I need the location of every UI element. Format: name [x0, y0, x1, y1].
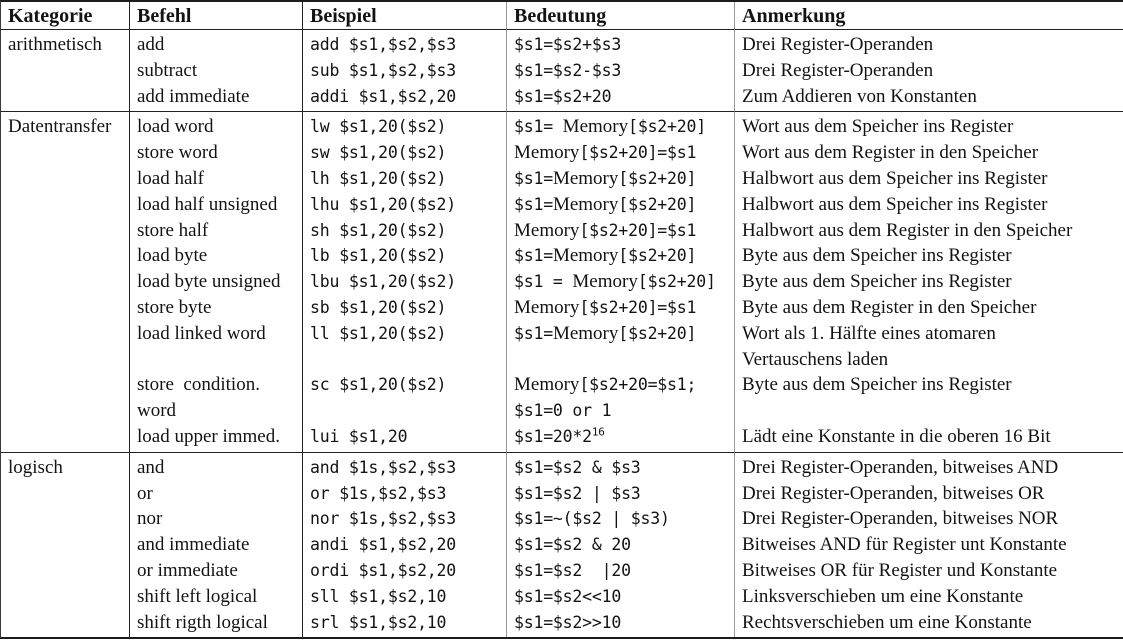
cell-line: add [137, 34, 165, 55]
beispiel-cell-logisch [302, 453, 506, 638]
cell-line: and [137, 456, 165, 478]
cell-line: load half [137, 167, 205, 189]
cell-line: Memory[$s2+20]=$s1 [514, 142, 697, 164]
cell-line: Byte aus dem Speicher ins Register [742, 374, 1012, 396]
column-header-befehl: Befehl [129, 2, 302, 30]
cell-line: store word [137, 142, 218, 164]
kategorie-cell-logisch [1, 453, 129, 638]
cell-line: Wort als 1. Hälfte eines atomaren [742, 322, 996, 344]
cell-line: $s1 = Memory[$s2+20] [514, 271, 716, 293]
anmerkung-cell-datentransfer [734, 112, 1123, 452]
cell-line: $s1=$s2<<10 [514, 586, 622, 606]
cell-line: $s1=~($s2 | $s3) [514, 509, 670, 529]
column-header-bedeutung: Bedeutung [506, 2, 734, 30]
bedeutung-cell-datentransfer [506, 112, 734, 452]
cell-line: Byte aus dem Register in den Speicher [742, 296, 1037, 318]
cell-line: $s1=$s2-$s3 [514, 60, 622, 80]
column-header-beispiel: Beispiel [302, 2, 506, 30]
cell-line: Halbwort aus dem Register in den Speicher [742, 219, 1073, 241]
cell-line: $s1=Memory[$s2+20] [514, 167, 697, 189]
beispiel-cell-datentransfer [302, 112, 506, 452]
cell-line: Drei Register-Operanden, bitweises AND [742, 456, 1059, 478]
cell-line: add $s1,$s2,$s3 [310, 35, 457, 54]
cell-line: sll $s1,$s2,10 [310, 586, 447, 606]
cell-line: load upper immed. [137, 425, 280, 447]
cell-line: Lädt eine Konstante in die oberen 16 Bit [742, 425, 1051, 447]
cell-line: sw $s1,20($s2) [310, 143, 447, 163]
cell-line: addi $s1,$s2,20 [310, 86, 457, 106]
kategorie-cell-datentransfer [1, 112, 129, 452]
cell-line: $s1=Memory[$s2+20] [514, 322, 697, 344]
anmerkung-cell-arithmetisch [734, 30, 1123, 112]
cell-line: $s1=$s2 & 20 [514, 535, 631, 555]
cell-line: $s1=$s2 |20 [514, 560, 631, 580]
cell-line: $s1=$s2>>10 [514, 612, 622, 632]
cell-line: and immediate [137, 534, 250, 556]
cell-line: ordi $s1,$s2,20 [310, 560, 457, 580]
cell-line: add immediate [137, 85, 250, 107]
cell-line: Drei Register-Operanden [742, 34, 934, 55]
cell-line: nor [137, 508, 163, 530]
cell-line [742, 398, 1120, 424]
befehl-cell-arithmetisch [129, 30, 302, 112]
cell-line: ll $s1,20($s2) [310, 323, 447, 343]
cell-line: store byte [137, 296, 212, 318]
cell-line: store condition. [137, 374, 260, 396]
cell-line: shift rigth logical [137, 611, 268, 633]
cell-line: andi $s1,$s2,20 [310, 535, 457, 555]
cell-line: $s1= Memory[$s2+20] [514, 116, 706, 138]
cell-line: Rechtsverschieben um eine Konstante [742, 611, 1032, 633]
cell-line: Drei Register-Operanden, bitweises OR [742, 482, 1045, 504]
befehl-cell-logisch [129, 453, 302, 638]
cell-line: lhu $s1,20($s2) [310, 194, 457, 214]
cell-line: Wort aus dem Speicher ins Register [742, 116, 1014, 138]
cell-line: Drei Register-Operanden, bitweises NOR [742, 508, 1059, 530]
column-header-anmerkung: Anmerkung [734, 2, 1123, 30]
bedeutung-cell-arithmetisch [506, 30, 734, 112]
cell-line: word [137, 400, 177, 422]
cell-line: Memory[$s2+20]=$s1 [514, 219, 697, 241]
cell-line: Vertauschens laden [742, 348, 889, 370]
cell-line: srl $s1,$s2,10 [310, 612, 447, 632]
cell-line: Bitweises OR für Register und Konstante [742, 559, 1058, 581]
cell-line: lb $s1,20($s2) [310, 246, 447, 266]
cell-line: Halbwort aus dem Speicher ins Register [742, 167, 1048, 189]
cell-line: lbu $s1,20($s2) [310, 272, 457, 292]
cell-line: load byte [137, 245, 208, 267]
cell-line: lh $s1,20($s2) [310, 168, 447, 188]
beispiel-cell-arithmetisch [302, 30, 506, 112]
column-header-kategorie: Kategorie [1, 2, 129, 30]
cell-line: subtract [137, 59, 198, 81]
cell-line: Byte aus dem Speicher ins Register [742, 271, 1012, 293]
kategorie-label: logisch [8, 456, 63, 478]
cell-line [310, 398, 502, 424]
cell-line [514, 347, 730, 373]
cell-line: Memory[$s2+20]=$s1 [514, 296, 697, 318]
cell-line: $s1=$s2+20 [514, 86, 612, 106]
cell-line: $\$s1=20*2^{16}$ [514, 425, 605, 446]
cell-line: Bitweises AND für Register unt Konstante [742, 534, 1067, 556]
cell-line: Wort aus dem Register in den Speicher [742, 142, 1039, 164]
cell-line: $s1=$s2 & $s3 [514, 457, 641, 477]
cell-line: store half [137, 219, 209, 241]
bedeutung-cell-logisch [506, 453, 734, 638]
cell-line: shift left logical [137, 585, 258, 607]
cell-line: load half unsigned [137, 193, 278, 215]
kategorie-cell-arithmetisch [1, 30, 129, 112]
cell-line: and $1s,$s2,$s3 [310, 457, 457, 477]
cell-line: load byte unsigned [137, 271, 281, 293]
cell-line: $s1=$s2+$s3 [514, 35, 622, 54]
befehl-cell-datentransfer [129, 112, 302, 452]
cell-line: sc $s1,20($s2) [310, 375, 447, 395]
kategorie-label: Datentransfer [8, 116, 112, 138]
cell-line [310, 347, 502, 373]
cell-line: $s1=0 or 1 [514, 401, 612, 421]
cell-line: Memory[$s2+20=$s1; [514, 374, 697, 396]
cell-line: $s1=Memory[$s2+20] [514, 245, 697, 267]
cell-line: load word [137, 116, 214, 138]
anmerkung-cell-logisch [734, 453, 1123, 638]
cell-line: nor $1s,$s2,$s3 [310, 509, 457, 529]
cell-line: sb $s1,20($s2) [310, 297, 447, 317]
cell-line: Linksverschieben um eine Konstante [742, 585, 1024, 607]
cell-line: sub $s1,$s2,$s3 [310, 60, 457, 80]
cell-line: $s1=$s2 | $s3 [514, 483, 641, 503]
cell-line: Byte aus dem Speicher ins Register [742, 245, 1012, 267]
cell-line: load linked word [137, 322, 266, 344]
cell-line: $s1=Memory[$s2+20] [514, 193, 697, 215]
cell-line: lw $s1,20($s2) [310, 117, 447, 137]
cell-line [137, 347, 298, 373]
kategorie-label: arithmetisch [8, 34, 102, 55]
cell-line: or $1s,$s2,$s3 [310, 483, 447, 503]
cell-line: Zum Addieren von Konstanten [742, 85, 977, 107]
cell-line: Drei Register-Operanden [742, 59, 934, 81]
cell-line: Halbwort aus dem Speicher ins Register [742, 193, 1048, 215]
cell-line: or immediate [137, 559, 238, 581]
cell-line: or [137, 482, 153, 504]
cell-line: lui $s1,20 [310, 426, 408, 446]
cell-line: sh $s1,20($s2) [310, 220, 447, 240]
